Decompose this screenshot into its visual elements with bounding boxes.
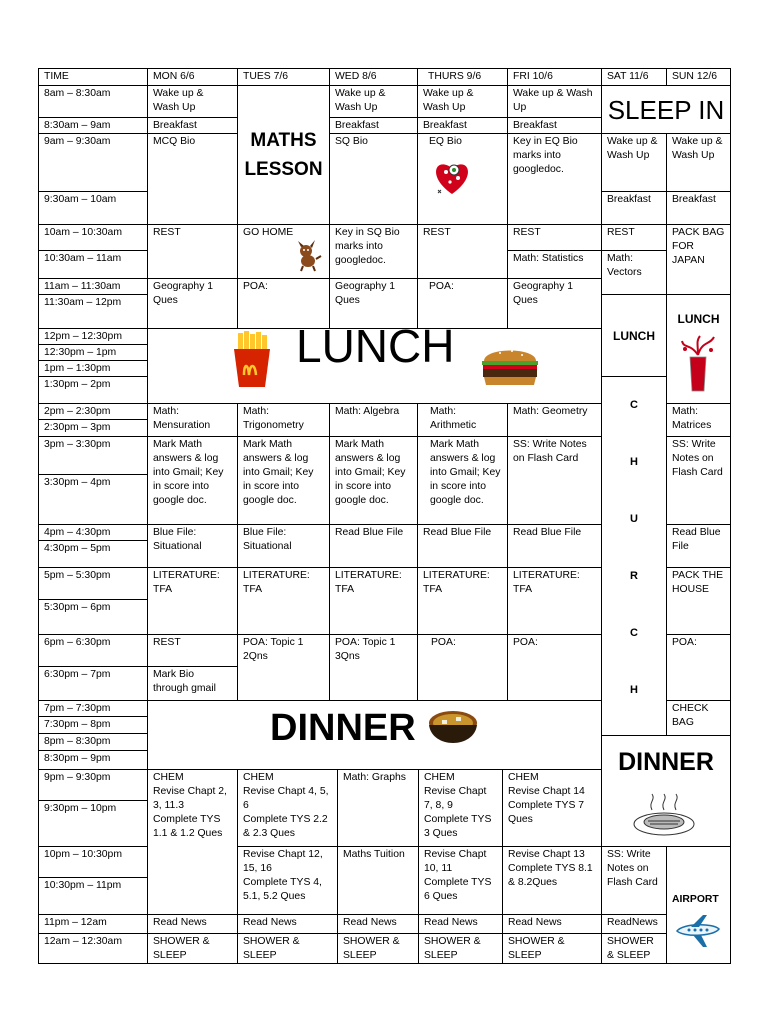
time-slot: 8pm – 8:30pm [38, 733, 148, 751]
fri-read-news: Read News [502, 914, 602, 934]
tue-blue-file: Blue File: Situational [237, 524, 330, 568]
church-letter: U [630, 513, 638, 525]
time-slot: 12pm – 12:30pm [38, 328, 148, 345]
thu-literature: LITERATURE: TFA [417, 567, 508, 635]
lunch-block [147, 328, 602, 404]
thu-revise: Revise Chapt 10, 11 Complete TYS 6 Ques [418, 846, 503, 915]
wed-shower: SHOWER & SLEEP [337, 933, 419, 964]
thu-read-blue: Read Blue File [417, 524, 508, 568]
go-home-label: GO HOME [243, 227, 294, 238]
tue-maths-lesson: MATHS LESSON [237, 85, 330, 225]
sun-lunch [666, 294, 731, 404]
mon-mcq-bio: MCQ Bio [147, 133, 238, 225]
thu-eq-bio [417, 133, 508, 225]
fri-ss-flash: SS: Write Notes on Flash Card [507, 436, 602, 525]
header-sat: SAT 11/6 [601, 68, 667, 86]
fri-geography: Geography 1 Ques [507, 278, 602, 329]
thu-chem: CHEM Revise Chapt 7, 8, 9 Complete TYS 3 Ques [418, 769, 503, 847]
time-slot: 11pm – 12am [38, 914, 148, 934]
time-slot: 12:30pm – 1pm [38, 344, 148, 361]
drink-splash-icon [680, 335, 716, 395]
fri-poa-evening: POA: [507, 634, 602, 701]
wed-math-graphs: Math: Graphs [337, 769, 419, 847]
wed-read-blue: Read Blue File [329, 524, 418, 568]
tue-chem: CHEM Revise Chapt 4, 5, 6 Complete TYS 2.2 & 2.3 Ques [237, 769, 338, 847]
church-letter: H [630, 456, 638, 468]
tue-revise: Revise Chapt 12, 15, 16 Complete TYS 4, 5.1, 5.2 Ques [237, 846, 338, 915]
plane-icon [673, 913, 723, 949]
time-slot: 4:30pm – 5pm [38, 540, 148, 568]
header-fri: FRI 10/6 [507, 68, 602, 86]
fri-key-eq-bio: Key in EQ Bio marks into googledoc. [507, 133, 602, 225]
mcdonalds-fries-icon [228, 331, 276, 389]
sat-math-vectors: Math: Vectors [601, 250, 667, 295]
fri-math-statistics: Math: Statistics [507, 250, 602, 279]
sun-poa-evening: POA: [666, 634, 731, 701]
time-slot: 2:30pm – 3pm [38, 419, 148, 437]
wed-mark-math: Mark Math answers & log into Gmail; Key in score into google doc. [329, 436, 418, 525]
thu-wake-wash: Wake up & Wash Up [417, 85, 508, 118]
sat-shower: SHOWER & SLEEP [601, 933, 667, 964]
fri-read-blue: Read Blue File [507, 524, 602, 568]
steak-plate-icon [632, 792, 696, 838]
sun-pack-house: PACK THE HOUSE [666, 567, 731, 635]
mon-blue-file: Blue File: Situational [147, 524, 238, 568]
church-letter: H [630, 684, 638, 696]
fri-breakfast: Breakfast [507, 117, 602, 134]
church-letter: C [630, 399, 638, 411]
sat-rest: REST [601, 224, 667, 251]
wed-poa-topic3: POA: Topic 1 3Qns [329, 634, 418, 701]
tue-literature: LITERATURE: TFA [237, 567, 330, 635]
wed-breakfast: Breakfast [329, 117, 418, 134]
weekend-dinner [601, 735, 731, 847]
mon-wake-wash: Wake up & Wash Up [147, 85, 238, 118]
sun-wake-wash: Wake up & Wash Up [666, 133, 731, 192]
soup-bowl-icon [426, 705, 480, 751]
tue-math-trig: Math: Trigonometry [237, 403, 330, 437]
wed-read-news: Read News [337, 914, 419, 934]
time-slot: 12am – 12:30am [38, 933, 148, 964]
sat-church [601, 376, 667, 736]
time-slot: 9pm – 9:30pm [38, 769, 148, 801]
mon-geography: Geography 1 Ques [147, 278, 238, 329]
sun-math-matrices: Math: Matrices [666, 403, 731, 437]
sun-lunch-label: LUNCH [677, 312, 720, 326]
header-wed: WED 8/6 [329, 68, 418, 86]
mon-math-mensuration: Math: Mensuration [147, 403, 238, 437]
tue-shower: SHOWER & SLEEP [237, 933, 338, 964]
time-slot: 3pm – 3:30pm [38, 436, 148, 475]
mon-chem: CHEM Revise Chapt 2, 3, 11.3 Complete TYS 1.1 & 1.2 Ques [147, 769, 238, 915]
sun-check-bag: CHECK BAG [666, 700, 731, 736]
mon-mark-math: Mark Math answers & log into Gmail; Key in score into google doc. [147, 436, 238, 525]
time-slot: 8:30pm – 9pm [38, 750, 148, 770]
sun-breakfast: Breakfast [666, 191, 731, 225]
thu-mark-math: Mark Math answers & log into Gmail; Key in score into google doc. [417, 436, 508, 525]
church-letter: R [630, 570, 638, 582]
dog-icon [294, 239, 322, 273]
sat-breakfast: Breakfast [601, 191, 667, 225]
time-slot: 7pm – 7:30pm [38, 700, 148, 717]
header-time: TIME [38, 68, 148, 86]
fri-rest: REST [507, 224, 602, 251]
wed-literature: LITERATURE: TFA [329, 567, 418, 635]
header-sun: SUN 12/6 [666, 68, 731, 86]
time-slot: 9:30am – 10am [38, 191, 148, 225]
time-slot: 1pm – 1:30pm [38, 360, 148, 377]
wed-math-algebra: Math: Algebra [329, 403, 418, 437]
time-slot: 5:30pm – 6pm [38, 599, 148, 635]
wed-key-sq-bio: Key in SQ Bio marks into googledoc. [329, 224, 418, 279]
tue-mark-math: Mark Math answers & log into Gmail; Key in score into google doc. [237, 436, 330, 525]
tue-poa: POA: [237, 278, 330, 329]
sun-read-blue: Read Blue File [666, 524, 731, 568]
sat-ss-flash: SS: Write Notes on Flash Card [601, 846, 667, 915]
fri-chem: CHEM Revise Chapt 14 Complete TYS 7 Ques [502, 769, 602, 847]
church-letter: C [630, 627, 638, 639]
wed-maths-tuition: Maths Tuition [337, 846, 419, 915]
fri-revise: Revise Chapt 13 Complete TYS 8.1 & 8.2Ques [502, 846, 602, 915]
dinner-block [147, 700, 602, 770]
fri-math-geometry: Math: Geometry [507, 403, 602, 437]
time-slot: 10:30am – 11am [38, 250, 148, 279]
fri-shower: SHOWER & SLEEP [502, 933, 602, 964]
time-slot: 4pm – 4:30pm [38, 524, 148, 541]
weekend-sleep-in: SLEEP IN [601, 85, 731, 134]
time-slot: 9:30pm – 10pm [38, 800, 148, 847]
thu-poa: POA: [417, 278, 508, 329]
tue-poa-topic2: POA: Topic 1 2Qns [237, 634, 330, 701]
burger-icon [480, 343, 540, 387]
mon-breakfast: Breakfast [147, 117, 238, 134]
sun-ss-flash: SS: Write Notes on Flash Card [666, 436, 731, 525]
sat-wake-wash: Wake up & Wash Up [601, 133, 667, 192]
thu-breakfast: Breakfast [417, 117, 508, 134]
wed-sq-bio: SQ Bio [329, 133, 418, 225]
time-slot: 10:30pm – 11pm [38, 877, 148, 915]
time-slot: 8:30am – 9am [38, 117, 148, 134]
eq-bio-label: EQ Bio [429, 136, 462, 147]
time-slot: 3:30pm – 4pm [38, 474, 148, 525]
dinner-title: DINNER [270, 707, 416, 749]
lunch-title: LUNCH [296, 328, 455, 372]
time-slot: 6:30pm – 7pm [38, 666, 148, 701]
sat-read-news: ReadNews [601, 914, 667, 934]
heart-icon [432, 154, 472, 198]
time-slot: 10am – 10:30am [38, 224, 148, 251]
sun-airport [666, 846, 731, 964]
thu-rest: REST [417, 224, 508, 279]
mon-rest-evening: REST [147, 634, 238, 667]
weekend-dinner-title: DINNER [618, 748, 714, 776]
thu-shower: SHOWER & SLEEP [418, 933, 503, 964]
wed-geography: Geography 1 Ques [329, 278, 418, 329]
tue-read-news: Read News [237, 914, 338, 934]
time-slot: 10pm – 10:30pm [38, 846, 148, 878]
header-thu: THURS 9/6 [417, 68, 508, 86]
mon-literature: LITERATURE: TFA [147, 567, 238, 635]
wed-wake-wash: Wake up & Wash Up [329, 85, 418, 118]
mon-mark-bio: Mark Bio through gmail [147, 666, 238, 701]
thu-math-arith: Math: Arithmetic [417, 403, 508, 437]
time-slot: 8am – 8:30am [38, 85, 148, 118]
time-slot: 7:30pm – 8pm [38, 716, 148, 734]
time-slot: 11am – 11:30am [38, 278, 148, 295]
fri-literature: LITERATURE: TFA [507, 567, 602, 635]
thu-read-news: Read News [418, 914, 503, 934]
time-slot: 11:30am – 12pm [38, 294, 148, 329]
time-slot: 2pm – 2:30pm [38, 403, 148, 420]
sat-lunch: LUNCH [601, 294, 667, 377]
fri-wake-wash: Wake up & Wash Up [507, 85, 602, 118]
tue-go-home [237, 224, 330, 279]
mon-rest: REST [147, 224, 238, 279]
time-slot: 1:30pm – 2pm [38, 376, 148, 404]
time-slot: 9am – 9:30am [38, 133, 148, 192]
sun-pack-bag: PACK BAG FOR JAPAN [666, 224, 731, 295]
mon-read-news: Read News [147, 914, 238, 934]
time-slot: 6pm – 6:30pm [38, 634, 148, 667]
time-slot: 5pm – 5:30pm [38, 567, 148, 600]
thu-poa-evening: POA: [417, 634, 508, 701]
header-mon: MON 6/6 [147, 68, 238, 86]
airport-label: AIRPORT [672, 894, 719, 905]
mon-shower: SHOWER & SLEEP [147, 933, 238, 964]
header-tue: TUES 7/6 [237, 68, 330, 86]
